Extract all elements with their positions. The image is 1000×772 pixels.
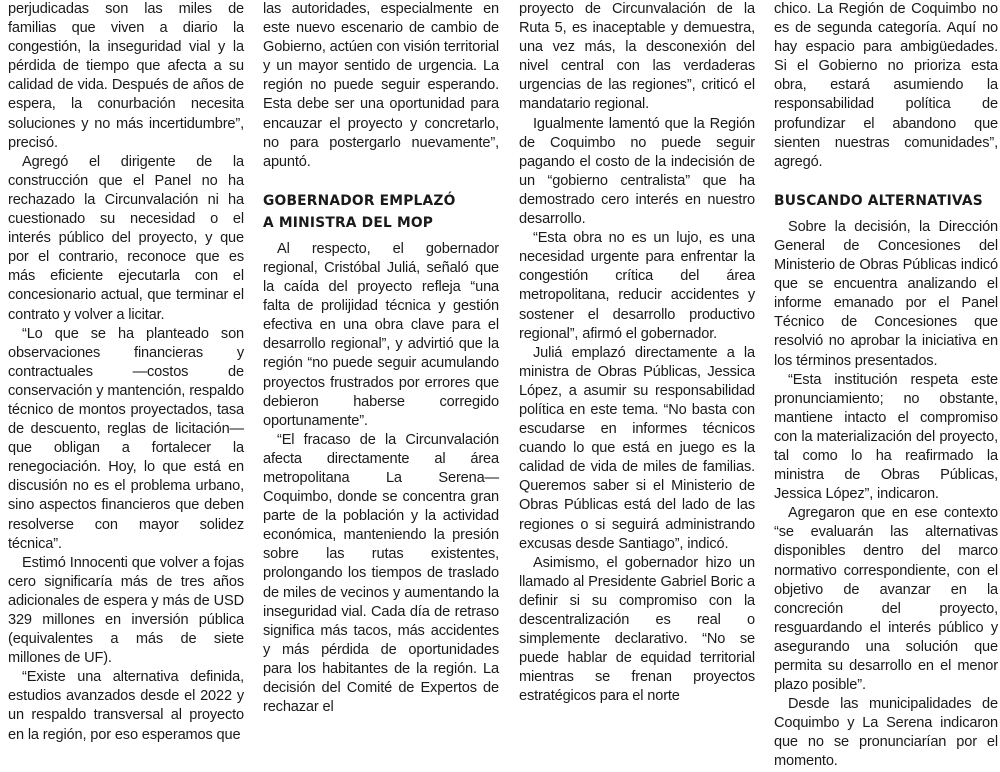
paragraph: Agregaron que en ese contexto “se evaluarán las alternativas disponibles dentro del marco normativo correspondiente, con el objetivo de avanzar en la concreción del proyecto, resguardando el interés público y asegurando una solución que permita su desarrollo en el menor plazo posible”. [774,505,998,694]
paragraph: Estimó Innocenti que volver a fojas cero significaría más de tres años adicionales de espera y más de USD 329 millones en inversión pública (equivalentes a más de siete millones de UF). [8,554,244,667]
paragraph: Igualmente lamentó que la Región de Coquimbo no puede seguir pagando el costo de la indecisión de un “gobierno centralista” que ha demostrado cero interés en nuestro desarrollo. [519,115,755,228]
paragraph: Asimismo, el gobernador hizo un llamado al Presidente Gabriel Boric a definir si su compromiso con la descentralización es real o simplemente declarativo. “No se puede hablar de equidad territorial mientras se frenan proyectos estratégicos para el norte [519,554,755,705]
paragraph: proyecto de Circunvalación de la Ruta 5, es inaceptable y demuestra, una vez más, la desconexión del nivel central con las verdaderas urgencias de las regiones”, criticó el mandatario regional. [519,1,755,113]
article-column-1 [8,0,244,743]
article-column-3 [519,0,755,705]
paragraph: “El fracaso de la Circunvalación afecta directamente al área metropolitana La Serena—Coquimbo, donde se concentra gran parte de la población y la actividad económica, manteniendo la presión sobre las rutas existentes, prolongando los tiempos de traslado de miles de vecinos y aumentando la inseguridad vial. Cada día de retraso significa más tacos, más accidentes y más pérdida de oportunidades para los habitantes de la región. La decisión del Comité de Expertos de rechazar el [263,431,499,716]
paragraph: Sobre la decisión, la Dirección General de Concesiones del Ministerio de Obras Públicas indicó que se encuentra analizando el informe emanado por el Panel Técnico de Concesiones que resolvió no aprobar la iniciativa en los términos presentados. [774,218,998,369]
section-heading: BUSCANDO ALTERNATIVAS [774,192,983,209]
section-heading-line-2: A MINISTRA DEL MOP [263,214,434,231]
paragraph: chico. La Región de Coquimbo no es de segunda categoría. Aquí no hay espacio para ambigüedades. Si el Gobierno no prioriza esta obra, estará asumiendo la responsabilidad política de profundizar el abandono que sienten nuestras comunidades”, agregó. [774,1,998,170]
section-heading-line-1: GOBERNADOR EMPLAZÓ [263,192,456,209]
article-column-2 [263,0,499,716]
paragraph: “Existe una alternativa definida, estudios avanzados desde el 2022 y un respaldo transversal al proyecto en la región, por eso esperamos que [8,669,244,743]
paragraph: perjudicadas son las miles de familias que viven a diario la congestión, la inseguridad vial y la pérdida de tiempo que afecta a su calidad de vida. Después de años de espera, la conurbación necesita soluciones y no más incertidumbre”, precisó. [8,1,244,151]
paragraph: “Esta obra no es un lujo, es una necesidad urgente para enfrentar la congestión crítica del área metropolitana, reducir accidentes y sostener el desarrollo productivo regional”, afirmó el gobernador. [519,230,755,342]
paragraph: Al respecto, el gobernador regional, Cristóbal Juliá, señaló que la caída del proyecto refleja “una falta de prolijidad técnica y gestión efectiva en una obra clave para el desarrollo regional”, y advirtió que la región “no puede seguir acumulando proyectos frustrados por errores que debieron haberse corregido oportunamente”. [263,240,499,429]
paragraph: Agregó el dirigente de la construcción que el Panel no ha rechazado la Circunvalación ni ha cuestionado su necesidad o el interés público del proyecto, y que por el contrario, reconoce que es más eficiente ejecutarla con el concesionario actual, que terminar el contrato y volver a licitar. [8,153,244,323]
paragraph: “Lo que se ha planteado son observaciones financieras y contractuales —costos de conservación y mantención, respaldo técnico de montos proyectados, tasa de descuento, reglas de licitación— que obligan a fortalecer la renegociación. Hoy, lo que está en discusión no es el problema urbano, sino aspectos financieros que deben resolverse con mayor solidez técnica”. [8,325,244,552]
paragraph: “Esta institución respeta este pronunciamiento; no obstante, mantiene intacto el compromiso con la materialización del proyecto, tal como lo ha reafirmado la ministra de Obras Públicas, Jessica López”, indicaron. [774,371,998,503]
article-column-4 [774,0,998,770]
paragraph: las autoridades, especialmente en este nuevo escenario de cambio de Gobierno, actúen con visión territorial y un mayor sentido de urgencia. La región no puede seguir esperando. Esta debe ser una oportunidad para encauzar el proyecto y concretarlo, no para postergarlo nuevamente”, apuntó. [263,1,499,170]
paragraph: Juliá emplazó directamente a la ministra de Obras Públicas, Jessica López, a asumir su responsabilidad política en este tema. “No basta con escudarse en informes técnicos cuando lo que está en juego es la calidad de vida de miles de familias. Queremos saber si el Ministerio de Obras Públicas está del lado de las regiones o si seguirá administrando excusas desde Santiago”, indicó. [519,344,755,552]
paragraph: Desde las municipalidades de Coquimbo y La Serena indicaron que no se pronunciarían por el momento. [774,696,998,770]
